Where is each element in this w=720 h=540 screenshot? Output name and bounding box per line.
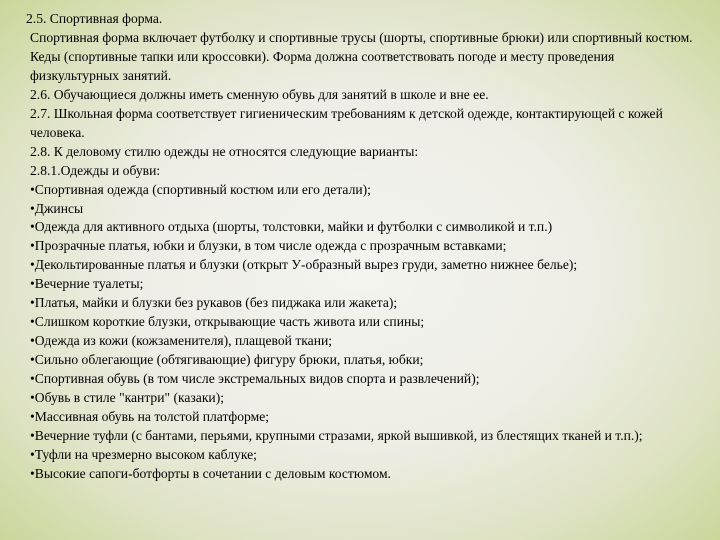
list-item: •Сильно облегающие (обтягивающие) фигуру брюки, платья, юбки;	[30, 352, 424, 368]
list-item: •Спортивная обувь (в том числе экстремальных видов спорта и развлечений);	[30, 371, 480, 387]
list-item: •Вечерние туалеты;	[30, 276, 144, 292]
list-item: •Высокие сапоги-ботфорты в сочетании с деловым костюмом.	[30, 465, 391, 481]
list-item: •Вечерние туфли (с бантами, перьями, крупными стразами, яркой вышивкой, из блестящих тканей и т.п.);	[30, 427, 643, 443]
list-item: •Спортивная одежда (спортивный костюм или его детали);	[30, 181, 371, 197]
list-item: •Декольтированные платья и блузки (открыт У-образный вырез груди, заметно нижнее белье);	[30, 257, 578, 273]
list-item: •Джинсы	[30, 200, 84, 216]
list-item: •Массивная обувь на толстой платформе;	[30, 409, 270, 425]
list-item: •Одежда для активного отдыха (шорты, толстовки, майки и футболки с символикой и т.п.)	[30, 219, 553, 235]
paragraph-2-8: 2.8. К деловому стилю одежды не относятся следующие варианты:	[30, 143, 419, 159]
document-body	[26, 10, 702, 484]
list-item: •Прозрачные платья, юбки и блузки, в том числе одежда с прозрачным вставками;	[30, 238, 507, 254]
list-item: •Слишком короткие блузки, открывающие часть живота или спины;	[30, 314, 425, 330]
list-item: •Туфли на чрезмерно высоком каблуке;	[30, 446, 257, 462]
paragraph-2-7: 2.7. Школьная форма соответствует гигиеническим требованиям к детской одежде, контактирующей с кожей человека.	[30, 105, 663, 140]
paragraph-2-8-1: 2.8.1.Одежды и обуви:	[30, 162, 161, 178]
list-item: •Одежда из кожи (кожзаменителя), плащевой ткани;	[30, 333, 333, 349]
paragraph-sport-uniform: Спортивная форма включает футболку и спортивные трусы (шорты, спортивные брюки) или спортивный костюм. Кеды (спортивные тапки или кроссовки). Форма должна соответствовать погоде и месту проведения физкультурных занятий.	[30, 29, 693, 83]
section-heading-2-5: 2.5. Спортивная форма.	[26, 11, 163, 26]
list-item: •Обувь в стиле "кантри" (казаки);	[30, 390, 224, 406]
paragraph-2-6: 2.6. Обучающиеся должны иметь сменную обувь для занятий в школе и вне ее.	[30, 86, 489, 102]
list-item: •Платья, майки и блузки без рукавов (без пиджака или жакета);	[30, 295, 398, 311]
